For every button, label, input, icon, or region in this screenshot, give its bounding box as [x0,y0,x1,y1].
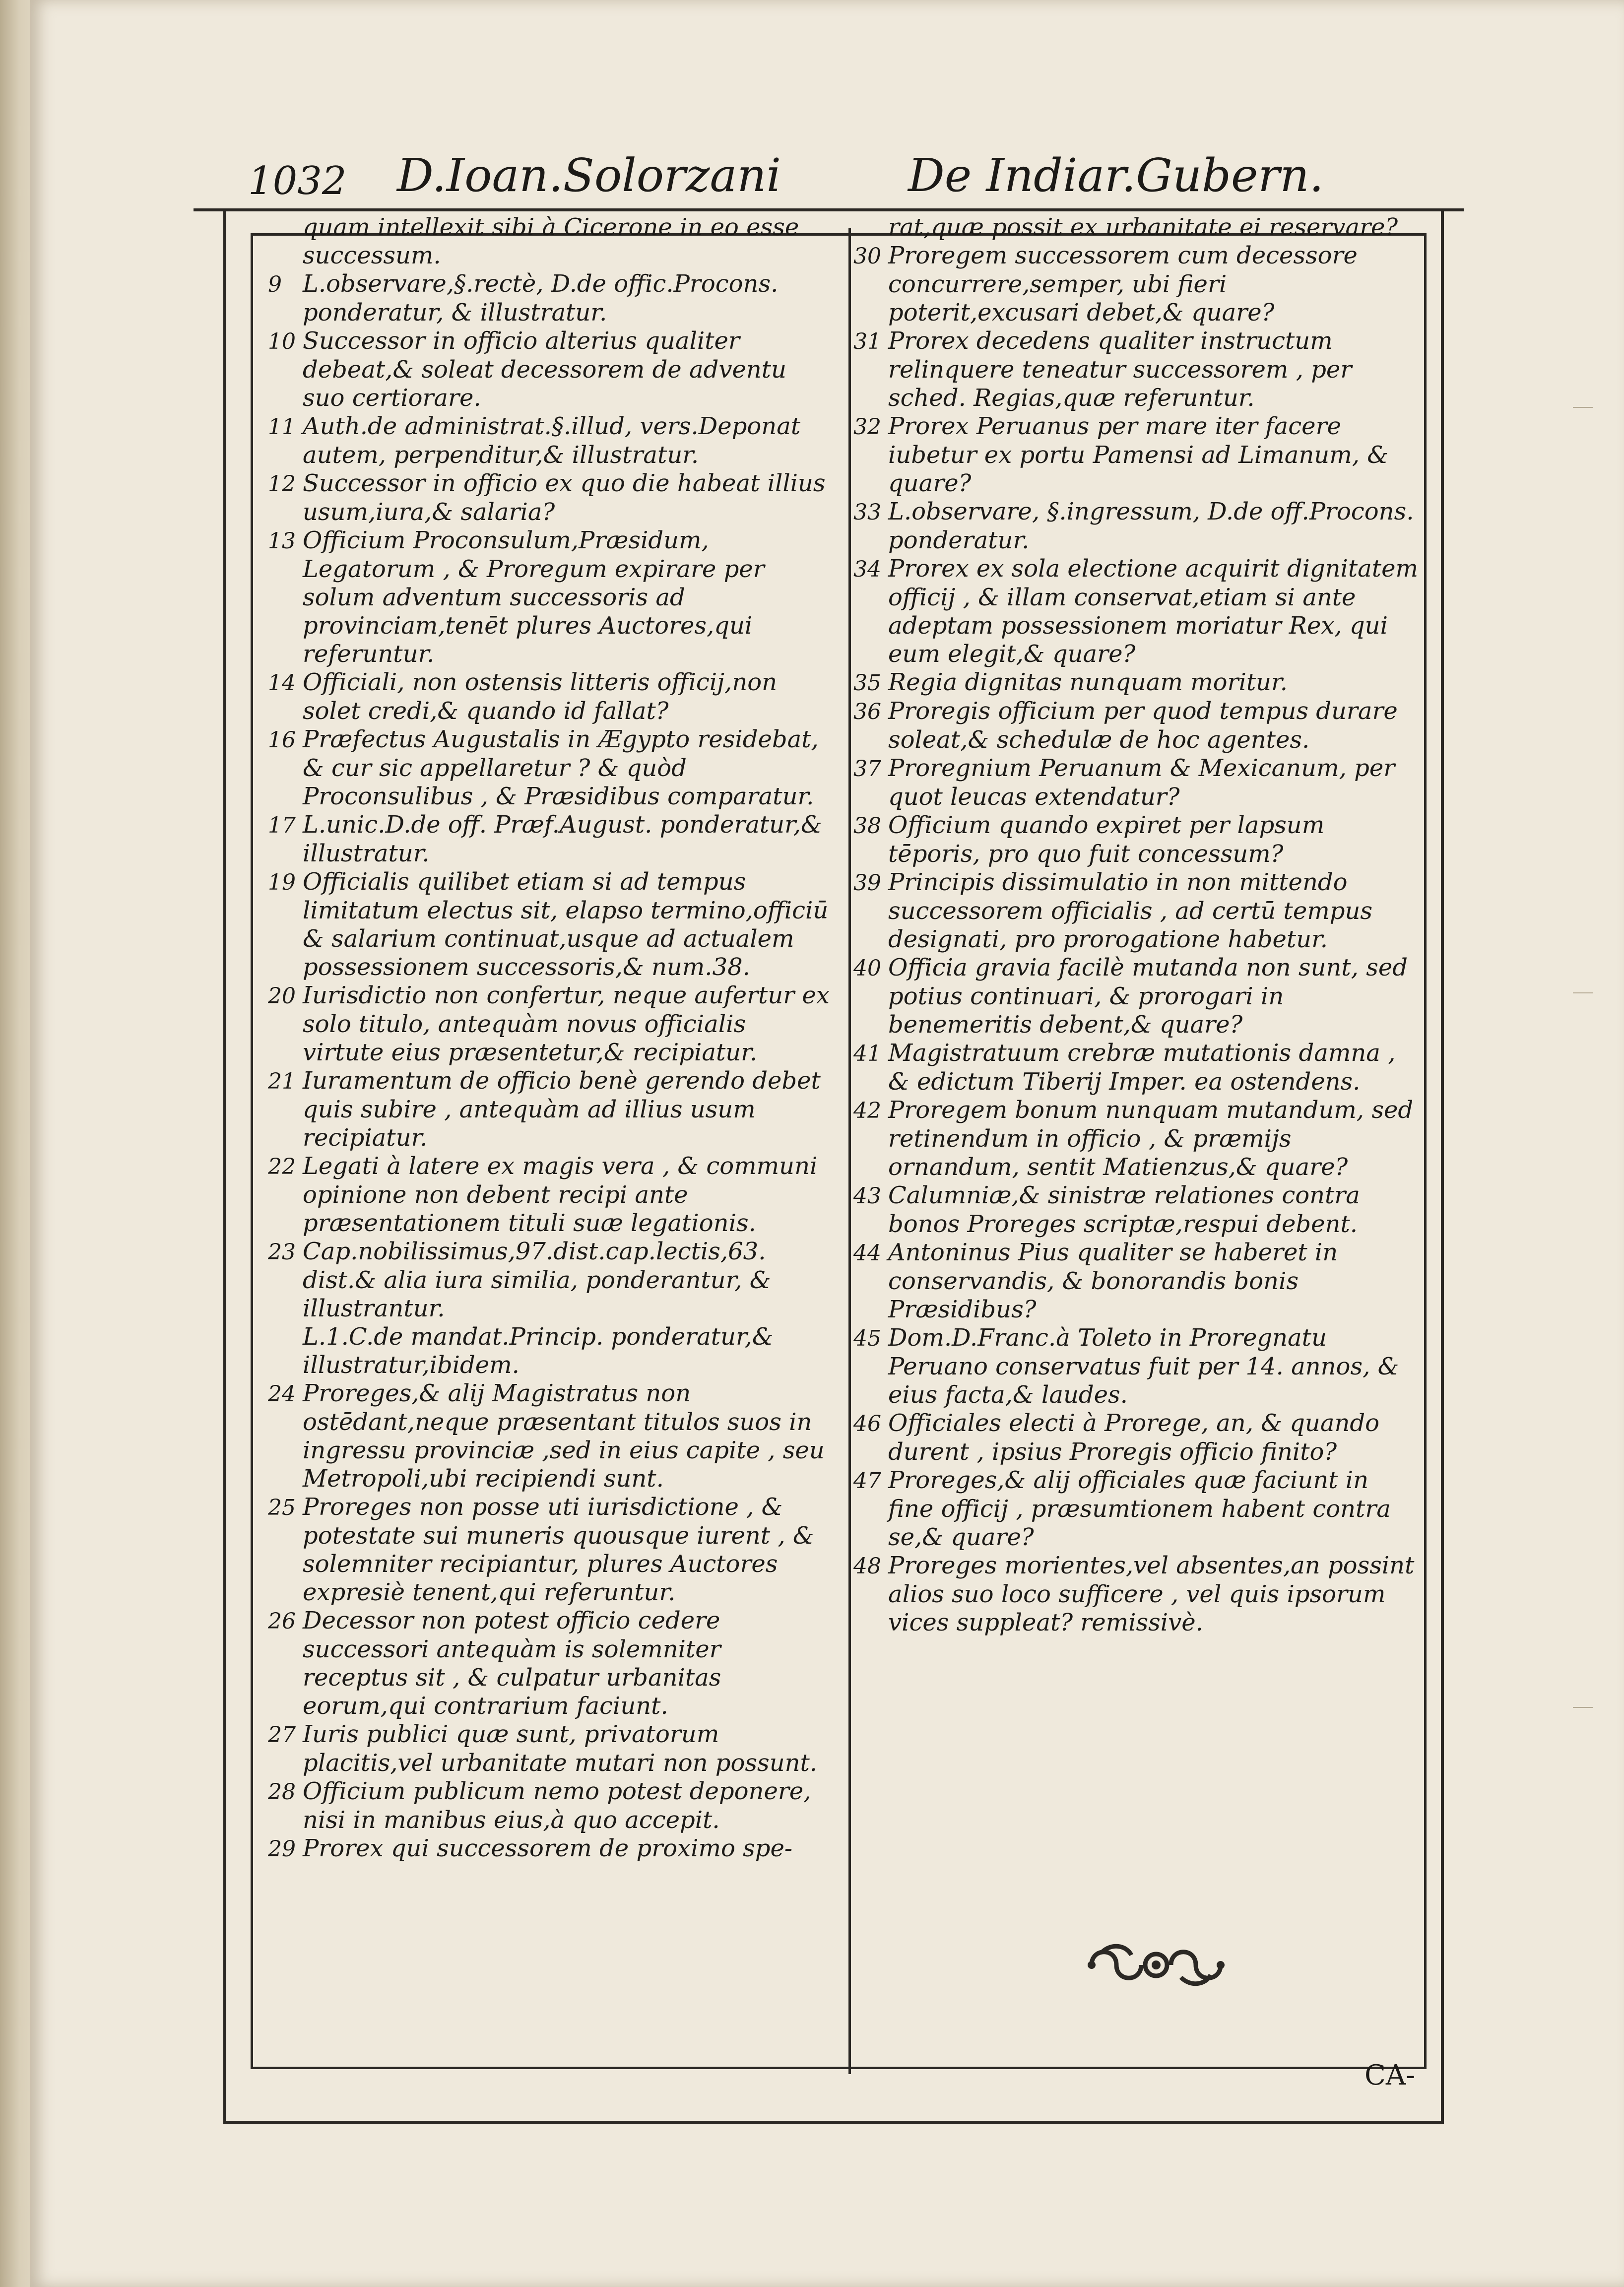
summary-entry [853,668,1419,697]
entry-number: 41 [853,1041,881,1066]
entry-text: Proreges non posse uti iurisdictione , & potestate sui muneris quousque iurent , & solemniter recipiantur, plures Auctores expresiè tenent,qui referuntur. [303,1493,814,1606]
entry-text: Proreges,& alij Magistratus non ostēdant,neque præsentant titulos suos in ingressu provinciæ ,sed in eius capite , seu Metropoli,ubi recipiendi sunt. [303,1379,825,1493]
catchword: CA- [1364,2059,1416,2091]
summary-entry [268,213,834,270]
entry-text: Proregnium Peruanum & Mexicanum, per quot leucas extendatur? [888,754,1395,811]
summary-entry [268,1834,834,1863]
summary-entry [268,270,834,327]
summary-entry [853,954,1419,1039]
entry-text: Dom.D.Franc.à Toleto in Proregnatu Peruano conservatus fuit per 14. annos, & eius facta,& laudes. [888,1324,1399,1409]
entry-number: 40 [853,956,881,981]
entry-text: Auth.de administrat.§.illud, vers.Deponat autem, perpenditur,& illustratur. [303,412,801,469]
summary-entry [853,242,1419,327]
entry-number: 26 [268,1609,296,1634]
entry-number: 39 [853,870,881,896]
entry-text: Officium quando expiret per lapsum tēporis, pro quo fuit concessum? [888,811,1325,868]
entry-number: 30 [853,244,881,269]
bleed-through-mark [1573,992,1593,993]
summary-entry [853,327,1419,412]
entry-text: Successor in officio alterius qualiter debeat,& soleat decessorem de adventu suo certiorare. [303,327,786,412]
entry-number: 12 [268,471,296,497]
entry-number: 42 [853,1098,881,1123]
entry-number: 16 [268,727,296,753]
summary-entry [853,498,1419,555]
summary-entry [853,1324,1419,1409]
printer-fleuron-ornament-icon [1082,1938,1231,1992]
entry-text: Successor in officio ex quo die habeat illius usum,iura,& salaria? [303,469,826,526]
entry-text: Proreges morientes,vel absentes,an possint alios suo loco sufficere , vel quis ipsorum vices suppleat? remissivè. [888,1552,1415,1636]
entry-number: 45 [853,1326,881,1351]
entry-number: 9 [268,272,282,297]
entry-text: Regia dignitas nunquam moritur. [888,668,1288,696]
bleed-through-mark [1573,407,1593,408]
running-head-author: D.Ioan.Solorzani [397,149,781,202]
entry-text: Præfectus Augustalis in Ægypto residebat, & cur sic appellaretur ? & quòd Proconsulibus , & Præsidibus comparatur. [303,725,819,810]
summary-entry [853,412,1419,498]
entry-text: Officiali, non ostensis litteris officij,non solet credi,& quando id fallat? [303,668,778,725]
summary-entry [268,725,834,811]
entry-text: Proregis officium per quod tempus durare soleat,& schedulæ de hoc agentes. [888,697,1398,754]
entry-text: quam intellexit sibi à Cicerone in eo esse successum. [303,213,799,269]
entry-text: L.unic.D.de off. Præf.August. ponderatur,& illustratur. [303,811,822,867]
entry-text: Legati à latere ex magis vera , & communi opinione non debent recipi ante præsentationem tituli suæ legationis. [303,1152,818,1237]
summary-entry [268,811,834,868]
summary-entry [268,412,834,469]
summary-entry [853,868,1419,954]
summary-entry [268,1323,834,1379]
entry-number: 13 [268,528,296,554]
entry-text: Officiales electi à Prorege, an, & quando durent , ipsius Proregis officio finito? [888,1409,1379,1466]
entry-text: Iuris publici quæ sunt, privatorum placitis,vel urbanitate mutari non possunt. [303,1720,818,1777]
entry-number: 43 [853,1183,881,1209]
summary-entry [853,754,1419,811]
summary-entry [853,1409,1419,1466]
entry-text: L.observare, §.ingressum, D.de off.Procons. ponderatur. [888,498,1414,554]
summary-entry [268,1493,834,1607]
entry-text: Officium publicum nemo potest deponere, nisi in manibus eius,à quo accepit. [303,1777,811,1834]
summary-entry [268,668,834,725]
entry-text: Antoninus Pius qualiter se haberet in conservandis, & bonorandis bonis Præsidibus? [888,1239,1338,1323]
entry-number: 36 [853,699,881,724]
summary-entry [268,526,834,668]
summary-entry [268,1379,834,1493]
entry-text: Officium Proconsulum,Præsidum, Legatorum , & Proregum expirare per solum adventum successoris ad provinciam,tenēt plures Auctores,qui referuntur. [303,526,765,668]
running-header [189,144,1459,218]
entry-number: 28 [268,1779,296,1805]
summary-entry [853,213,1419,242]
entry-number: 11 [268,414,296,440]
entry-number: 24 [268,1381,296,1407]
entry-number: 48 [853,1554,881,1579]
entry-number: 38 [853,813,881,839]
entry-number: 17 [268,813,296,838]
entry-number: 35 [853,670,881,696]
entry-text: Calumniæ,& sinistræ relationes contra bonos Proreges scriptæ,respui debent. [888,1181,1360,1238]
entry-number: 22 [268,1154,296,1179]
entry-number: 27 [268,1722,296,1748]
entry-number: 19 [268,870,296,895]
entry-text: Magistratuum crebræ mutationis damna , & edictum Tiberij Imper. ea ostendens. [888,1039,1396,1096]
entry-text: Prorex ex sola electione acquirit dignitatem officij , & illam conservat,etiam si ante adeptam possessionem moriatur Rex, qui eum elegit,& quare? [888,555,1418,668]
summary-entry [853,1239,1419,1324]
entry-text: Officialis quilibet etiam si ad tempus limitatum electus sit, elapso termino,officiū & salarium continuat,usque ad actualem possessionem successoris,& num.38. [303,868,829,981]
summary-entry [853,1466,1419,1552]
column-divider [848,228,851,2074]
entry-number: 44 [853,1241,881,1266]
entry-text: L.1.C.de mandat.Princip. ponderatur,& illustratur,ibidem. [303,1323,774,1379]
summary-entry [853,697,1419,754]
entry-text: rat,quæ possit ex urbanitate ei reservare? [888,213,1398,241]
summary-entry [853,1552,1419,1637]
summary-entry [853,1096,1419,1181]
summary-entry [268,1152,834,1238]
summary-entry [268,1607,834,1720]
entry-text: Proregem bonum nunquam mutandum, sed retinendum in officio , & præmijs ornandum, sentit Matienzus,& quare? [888,1096,1414,1181]
entry-number: 34 [853,557,881,582]
summary-column-left [268,213,834,1863]
summary-entry [268,1720,834,1777]
summary-entry [853,555,1419,668]
entry-number: 37 [853,756,881,782]
summary-entry [268,1238,834,1323]
entry-number: 20 [268,983,296,1009]
summary-entry [853,1181,1419,1239]
entry-number: 23 [268,1240,296,1265]
bleed-through-mark [1573,1707,1593,1708]
summary-entry [853,1039,1419,1096]
entry-text: Proreges,& alij officiales quæ faciunt in fine officij , præsumtionem habent contra se,& quare? [888,1466,1391,1551]
entry-number: 21 [268,1069,296,1094]
summary-entry [268,981,834,1067]
entry-text: Prorex Peruanus per mare iter facere iubetur ex portu Pamensi ad Limanum, & quare? [888,412,1388,497]
entry-text: Proregem successorem cum decessore concurrere,semper, ubi fieri poterit,excusari debet,& quare? [888,242,1358,327]
entry-number: 46 [853,1411,881,1437]
entry-number: 25 [268,1495,296,1520]
entry-text: Principis dissimulatio in non mittendo successorem officialis , ad certū tempus designati, pro prorogatione habetur. [888,868,1373,953]
summary-column-right [853,213,1419,1637]
running-head-title: De Indiar.Gubern. [908,149,1324,202]
entry-text: Prorex qui successorem de proximo spe- [303,1834,793,1862]
entry-number: 33 [853,500,881,525]
entry-text: Officia gravia facilè mutanda non sunt, sed potius continuari, & prorogari in benemeritis debent,& quare? [888,954,1408,1039]
entry-text: Cap.nobilissimus,97.dist.cap.lectis,63. dist.& alia iura similia, ponderantur, & illustrantur. [303,1238,771,1322]
summary-entry [853,811,1419,868]
entry-number: 32 [853,414,881,440]
entry-text: Prorex decedens qualiter instructum relinquere teneatur successorem , per sched. Regias,quæ referuntur. [888,327,1352,412]
entry-text: Iuramentum de officio benè gerendo debet quis subire , antequàm ad illius usum recipiatur. [303,1067,821,1152]
entry-number: 14 [268,670,296,696]
entry-number: 31 [853,329,881,354]
entry-number: 47 [853,1468,881,1494]
entry-text: L.observare,§.rectè, D.de offic.Procons. ponderatur, & illustratur. [303,270,779,327]
summary-entry [268,469,834,526]
entry-text: Decessor non potest officio cedere successori antequàm is solemniter receptus sit , & culpatur urbanitas eorum,qui contrarium faciunt. [303,1607,721,1720]
summary-entry [268,1067,834,1152]
summary-entry [268,327,834,412]
summary-entry [268,1777,834,1834]
summary-entry [268,868,834,981]
page-number: 1032 [248,159,347,203]
entry-text: Iurisdictio non confertur, neque aufertur ex solo titulo, antequàm novus officialis virtute eius præsentetur,& recipiatur. [303,981,830,1066]
entry-number: 10 [268,329,296,354]
entry-number: 29 [268,1836,296,1862]
